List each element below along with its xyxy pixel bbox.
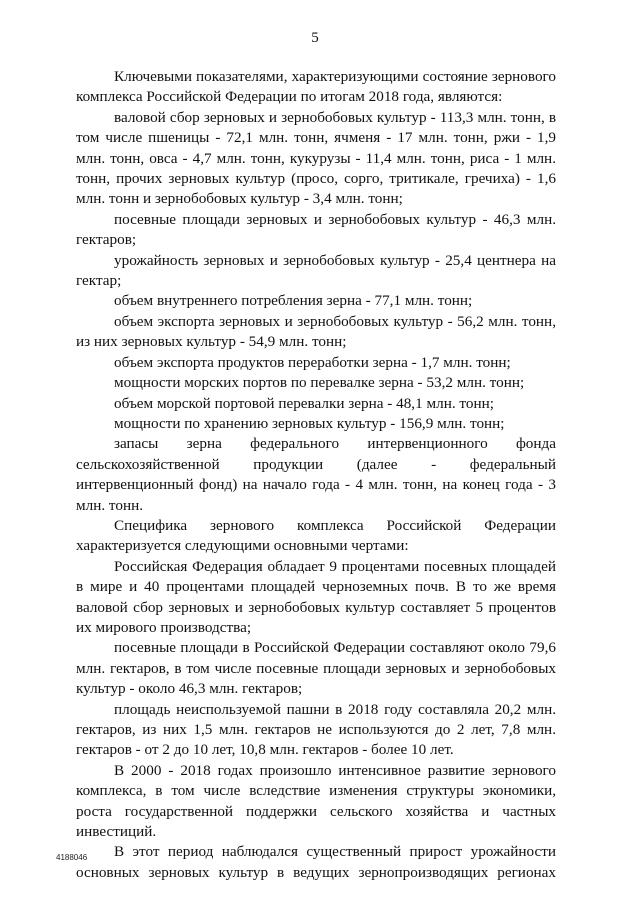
paragraph-development: В 2000 - 2018 годах произошло интенсивное развитие зернового комплекса, в том числе вследствие изменения структуры экономики, роста государственной поддержки сельского хозяйства и частных инвестиций.: [76, 761, 556, 841]
footer-document-code: 4188046: [56, 853, 88, 862]
paragraph-yield: урожайность зерновых и зернобобовых культур - 25,4 центнера на гектар;: [76, 251, 556, 290]
paragraph-port-capacity: мощности морских портов по перевалке зерна - 53,2 млн. тонн;: [114, 374, 525, 392]
paragraph-intervention-fund: запасы зерна федерального интервенционного фонда сельскохозяйственной продукции (далее - федеральный интервенционный фонд) на начало года - 4 млн. тонн, на конец года - 3 млн. тонн.: [76, 435, 556, 514]
paragraph-sown-area-russia: посевные площади в Российской Федерации составляют около 79,6 млн. гектаров, в том числе посевные площади зерновых и зернобобовых культур - около 46,3 млн. гектаров;: [76, 639, 556, 698]
paragraph-intro: Ключевыми показателями, характеризующими состояние зернового комплекса Российской Федерации по итогам 2018 года, являются:: [76, 68, 556, 106]
paragraph-sown-area: посевные площади зерновых и зернобобовых культур - 46,3 млн. гектаров;: [76, 210, 556, 249]
paragraph-port-transshipment: объем морской портовой перевалки зерна - 48,1 млн. тонн;: [114, 394, 494, 412]
paragraph-storage-capacity: мощности по хранению зерновых культур - 156,9 млн. тонн;: [114, 414, 505, 432]
paragraph-specifics-intro: Специфика зернового комплекса Российской Федерации характеризуется следующими основными чертами:: [76, 516, 556, 555]
document-body: [76, 67, 556, 883]
paragraph-domestic-consumption: объем внутреннего потребления зерна - 77,1 млн. тонн;: [114, 292, 473, 310]
paragraph-world-share: Российская Федерация обладает 9 процентами посевных площадей в мире и 40 процентами площадей черноземных почв. В то же время валовой сбор зерновых и зернобобовых культур составляет 5 процентов их мирового производства;: [76, 557, 556, 636]
paragraph-unused-arable: площадь неиспользуемой пашни в 2018 году составляла 20,2 млн. гектаров, из них 1,5 млн. гектаров не используются до 2 лет, 7,8 млн. гектаров - от 2 до 10 лет, 10,8 млн. гектаров - более 10 лет.: [76, 700, 556, 759]
page-number: 5: [311, 30, 319, 46]
paragraph-export-volume: объем экспорта зерновых и зернобобовых культур - 56,2 млн. тонн, из них зерновых культур - 54,9 млн. тонн;: [76, 312, 556, 351]
paragraph-processed-export: объем экспорта продуктов переработки зерна - 1,7 млн. тонн;: [114, 353, 511, 371]
paragraph-gross-harvest: валовой сбор зерновых и зернобобовых культур - 113,3 млн. тонн, в том числе пшеницы - 72,1 млн. тонн, ячменя - 17 млн. тонн, ржи - 1,9 млн. тонн, овса - 4,7 млн. тонн, кукурузы - 11,4 млн. тонн, риса - 1 млн. тонн, прочих зерновых культур (просо, сорго, тритикале, гречиха) - 1,6 млн. тонн и зернобобовых культур - 3,4 млн. тонн;: [76, 108, 556, 208]
paragraph-yield-growth: В этот период наблюдался существенный прирост урожайности основных зерновых культур в ведущих зернопроизводящих регионах: [76, 843, 556, 881]
